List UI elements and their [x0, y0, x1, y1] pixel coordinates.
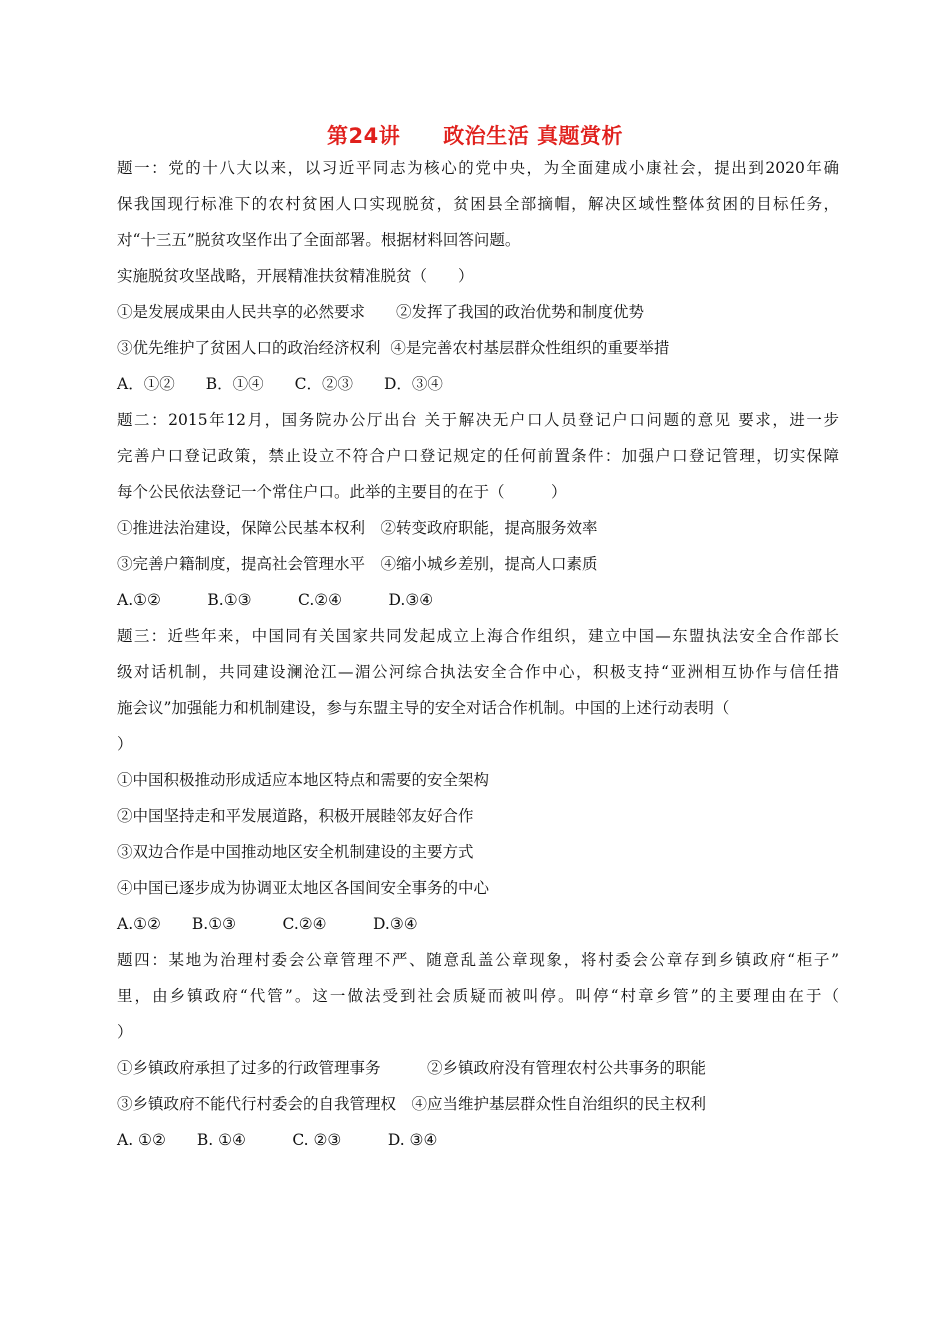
question-2-statements: ③完善户籍制度，提高社会管理水平 ④缩小城乡差别，提高人口素质	[117, 555, 598, 573]
question-3-statement: ④中国已逐步成为协调亚太地区各国间安全事务的中心	[117, 879, 490, 897]
question-1-stem-line: 保我国现行标准下的农村贫困人口实现脱贫，贫困县全部摘帽，解决区域性整体贫困的目标任务，	[117, 195, 839, 213]
question-1-statements: ③优先维护了贫困人口的政治经济权利 ④是完善农村基层群众性组织的重要举措	[117, 339, 670, 357]
document-body	[117, 150, 839, 1158]
question-1-statements: ①是发展成果由人民共享的必然要求 ②发挥了我国的政治优势和制度优势	[117, 303, 645, 321]
question-4-statements: ①乡镇政府承担了过多的行政管理事务 ②乡镇政府没有管理农村公共事务的职能	[117, 1059, 707, 1077]
question-2-stem-line: 完善户口登记政策，禁止设立不符合户口登记规定的任何前置条件：加强户口登记管理，切实保障	[117, 447, 839, 465]
question-2-stem-line: 每个公民依法登记一个常住户口。此举的主要目的在于（ ）	[117, 483, 567, 501]
question-1-stem-line: 对“十三五”脱贫攻坚作出了全面部署。根据材料回答问题。	[117, 231, 521, 249]
question-3-stem-line: 施会议”加强能力和机制建设，参与东盟主导的安全对话合作机制。中国的上述行动表明（	[117, 699, 730, 717]
question-3-options: A.①② B.①③ C.②④ D.③④	[117, 915, 418, 933]
question-3-statement: ③双边合作是中国推动地区安全机制建设的主要方式	[117, 843, 474, 861]
page-title: 第24讲 政治生活 真题赏析	[326, 124, 624, 148]
question-3-stem-line: 题三：近些年来，中国同有关国家共同发起成立上海合作组织，建立中国—东盟执法安全合作部长	[117, 627, 839, 645]
question-2-statements: ①推进法治建设，保障公民基本权利 ②转变政府职能，提高服务效率	[117, 519, 598, 537]
question-3-stem-line: 级对话机制，共同建设澜沧江—湄公河综合执法安全合作中心，积极支持“亚洲相互协作与信任措	[117, 663, 839, 681]
question-1-prompt: 实施脱贫攻坚战略，开展精准扶贫精准脱贫（ ）	[117, 267, 474, 285]
question-3	[117, 618, 839, 942]
question-4-stem-line: ）	[117, 1023, 133, 1041]
question-2-options: A.①② B.①③ C.②④ D.③④	[117, 591, 434, 609]
question-4-options: A. ①② B. ①④ C. ②③ D. ③④	[117, 1131, 438, 1149]
question-3-statement: ②中国坚持走和平发展道路，积极开展睦邻友好合作	[117, 807, 474, 825]
question-1-stem-line: 题一：党的十八大以来，以习近平同志为核心的党中央，为全面建成小康社会，提出到2020年确	[117, 159, 839, 177]
question-3-stem-line: ）	[117, 735, 133, 753]
question-2	[117, 402, 839, 618]
question-4	[117, 942, 839, 1158]
question-4-stem-line: 里，由乡镇政府“代管”。这一做法受到社会质疑而被叫停。叫停“村章乡管”的主要理由在于（	[117, 987, 839, 1005]
question-4-statements: ③乡镇政府不能代行村委会的自我管理权 ④应当维护基层群众性自治组织的民主权利	[117, 1095, 707, 1113]
question-3-statement: ①中国积极推动形成适应本地区特点和需要的安全架构	[117, 771, 490, 789]
question-1-options: A．①② B．①④ C．②③ D．③④	[117, 375, 443, 393]
question-2-stem-line: 题二：2015年12月，国务院办公厅出台 关于解决无户口人员登记户口问题的意见 要求，进一步	[117, 411, 839, 429]
question-4-stem-line: 题四：某地为治理村委会公章管理不严、随意乱盖公章现象，将村委会公章存到乡镇政府“柜子”	[117, 951, 839, 969]
question-1	[117, 150, 839, 402]
